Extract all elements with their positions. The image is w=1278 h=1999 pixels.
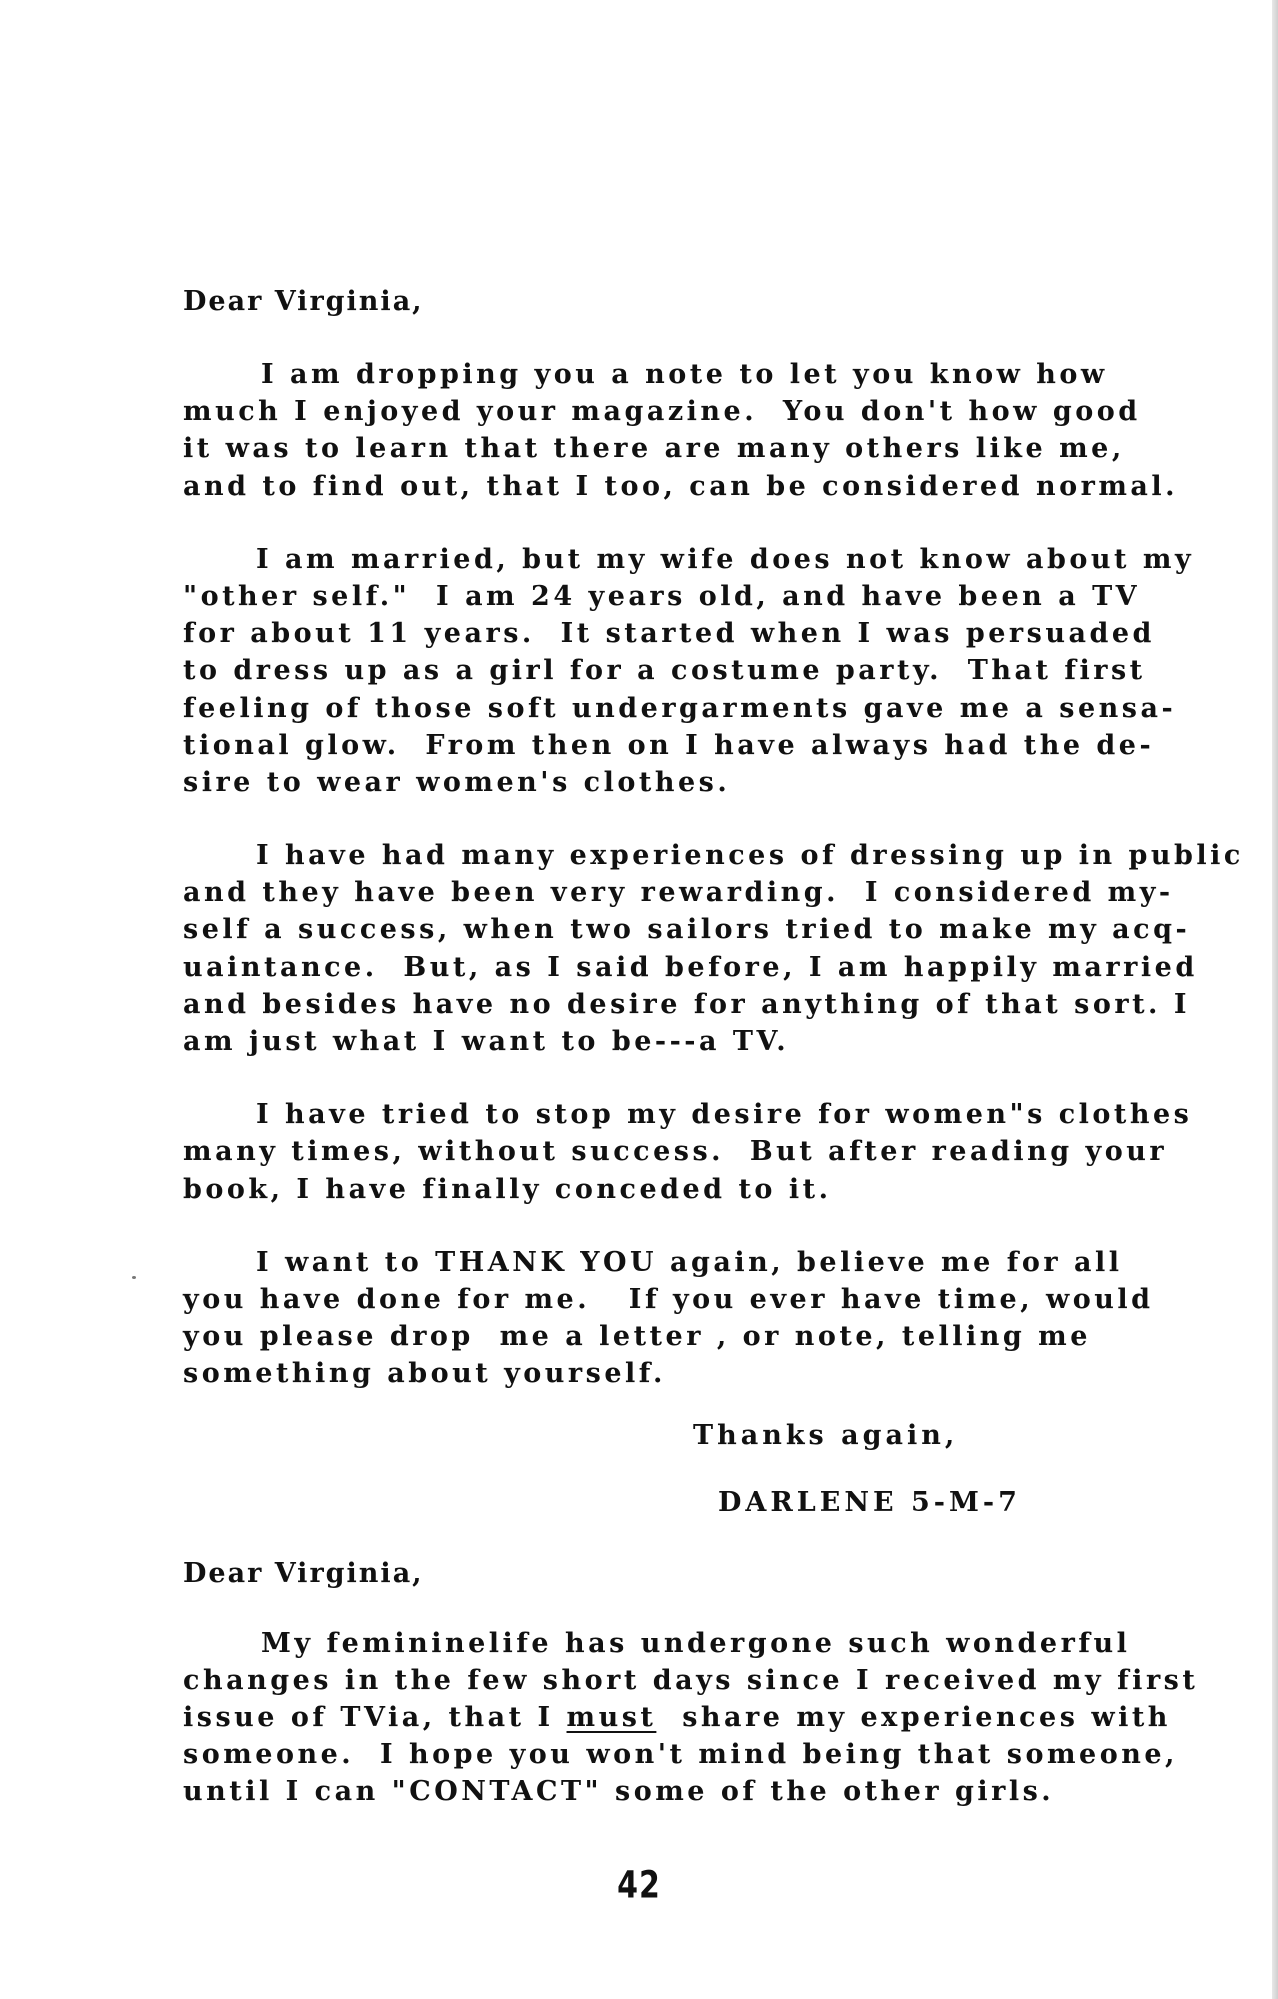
text-line: until I can "CONTACT" some of the other girls. <box>183 1776 1055 1808</box>
text-line: I am married, but my wife does not know about my <box>256 543 1195 575</box>
letter-1 <box>183 283 1244 1521</box>
text-line: you have done for me. If you ever have time, would <box>183 1283 1154 1315</box>
letter-2 <box>183 1555 1213 1811</box>
letter-1-paragraph-5 <box>183 1244 1213 1393</box>
text-line: I have tried to stop my desire for women"s clothes <box>256 1099 1193 1131</box>
text-line: much I enjoyed your magazine. You don't how good <box>183 396 1141 428</box>
text-line: changes in the few short days since I received my first <box>183 1664 1199 1696</box>
letter-1-paragraph-4 <box>183 1096 1213 1208</box>
text-line: for about 11 years. It started when I was persuaded <box>183 618 1155 650</box>
text-segment: issue of TVia, that I <box>183 1701 554 1733</box>
text-line: and besides have no desire for anything of that sort. I <box>183 988 1190 1020</box>
text-line: many times, without success. But after reading your <box>183 1136 1168 1168</box>
text-line: I have had many experiences of dressing up in public <box>256 840 1244 872</box>
text-line: I want to THANK YOU again, believe me for all <box>256 1246 1123 1278</box>
text-line: it was to learn that there are many others like me, <box>183 433 1125 465</box>
text-line-with-underline <box>183 1699 1213 1736</box>
letter-1-paragraph-3 <box>183 837 1244 1060</box>
page-edge-shadow <box>1272 0 1278 1999</box>
text-line: and to find out, that I too, can be considered normal. <box>183 470 1179 502</box>
text-line: am just what I want to be---a TV. <box>183 1026 790 1057</box>
text-line: My femininelife has undergone such wonderful <box>261 1627 1131 1659</box>
text-line: I am dropping you a note to let you know how <box>261 359 1108 390</box>
letter-1-paragraph-2 <box>183 541 1213 801</box>
text-line: book, I have finally conceded to it. <box>183 1173 832 1205</box>
text-line: tional glow. From then on I have always had the de- <box>183 729 1155 761</box>
text-line: self a success, when two sailors tried to make my acq- <box>183 914 1191 946</box>
letter-1-closing: Thanks again, <box>693 1419 959 1451</box>
letter-2-paragraph-1 <box>183 1625 1213 1811</box>
letter-1-paragraph-1 <box>183 356 1213 505</box>
text-line: sire to wear women's clothes. <box>183 766 731 798</box>
text-line: and they have been very rewarding. I considered my- <box>183 877 1174 909</box>
underlined-word: must <box>566 1701 657 1733</box>
text-line: uaintance. But, as I said before, I am happily married <box>183 951 1198 983</box>
text-line: feeling of those soft undergarments gave me a sensa- <box>183 692 1177 724</box>
text-line: "other self." I am 24 years old, and have been a TV <box>183 580 1141 612</box>
text-segment: share my experiences with <box>682 1701 1171 1733</box>
text-line: someone. I hope you won't mind being that someone, <box>183 1739 1178 1771</box>
text-line: you please drop me a letter , or note, telling me <box>183 1321 1091 1353</box>
scan-speck <box>132 1276 136 1279</box>
letter-1-salutation: Dear Virginia, <box>183 286 424 317</box>
page-number: 42 <box>617 1863 661 1908</box>
text-column <box>183 283 1244 1810</box>
letter-1-signature: DARLENE 5-M-7 <box>718 1486 1021 1518</box>
letter-2-salutation: Dear Virginia, <box>183 1557 424 1589</box>
text-line: to dress up as a girl for a costume party. That first <box>183 655 1146 687</box>
text-line: something about yourself. <box>183 1358 666 1390</box>
